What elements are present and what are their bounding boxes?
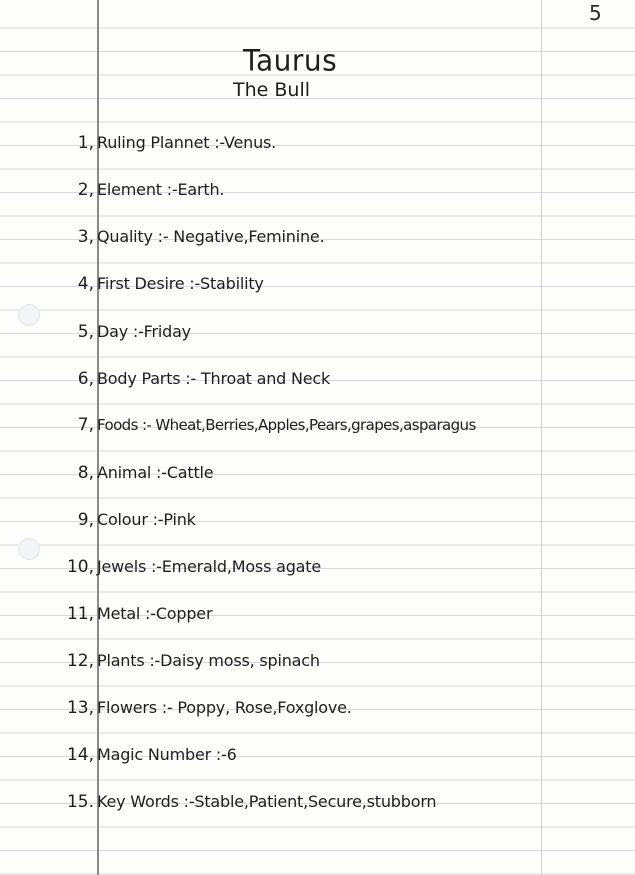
item-text: Magic Number :-6: [97, 745, 237, 764]
item-number: 3,: [77, 227, 94, 247]
item-text: Animal :-Cattle: [97, 463, 214, 482]
list-item: [0, 223, 635, 251]
list-item: [0, 270, 635, 298]
item-text: Ruling Plannet :-Venus.: [97, 133, 277, 152]
item-text: Metal :-Copper: [97, 604, 213, 623]
item-text: Key Words :-Stable,Patient,Secure,stubborn: [97, 792, 437, 811]
list-item: [0, 553, 635, 581]
item-text: Plants :-Daisy moss, spinach: [97, 651, 320, 670]
item-text: Quality :- Negative,Feminine.: [97, 227, 325, 246]
item-number: 4,: [77, 274, 94, 294]
item-text: Element :-Earth.: [97, 180, 225, 199]
page-title: Taurus: [243, 43, 338, 78]
item-number: 14,: [66, 745, 94, 765]
item-text: Jewels :-Emerald,Moss agate: [97, 557, 321, 576]
item-number: 2,: [77, 180, 94, 200]
item-number: 8,: [77, 463, 94, 483]
list-item: [0, 694, 635, 722]
item-number: 9,: [77, 510, 94, 530]
item-text: Flowers :- Poppy, Rose,Foxglove.: [97, 698, 352, 717]
list-item: [0, 411, 635, 439]
list-item: [0, 365, 635, 393]
item-number: 13,: [66, 698, 94, 718]
list-item: [0, 129, 635, 157]
item-number: 12,: [66, 651, 94, 671]
list-item: [0, 318, 635, 346]
list-item: [0, 459, 635, 487]
list-item: [0, 741, 635, 769]
item-number: 6,: [77, 369, 94, 389]
item-number: 7,: [77, 415, 94, 435]
list-item: [0, 647, 635, 675]
item-text: Body Parts :- Throat and Neck: [97, 369, 331, 388]
item-text: Colour :-Pink: [97, 510, 196, 529]
page-number: 5: [589, 1, 602, 25]
item-number: 1,: [77, 133, 94, 153]
list-item: [0, 506, 635, 534]
item-text: Foods :- Wheat,Berries,Apples,Pears,grapes,asparagus: [97, 416, 476, 434]
item-number: 5,: [77, 322, 94, 342]
list-item: [0, 176, 635, 204]
list-item: [0, 600, 635, 628]
item-text: First Desire :-Stability: [97, 274, 264, 293]
page-subtitle: The Bull: [233, 79, 311, 101]
item-number: 10,: [66, 557, 94, 577]
item-text: Day :-Friday: [97, 322, 191, 341]
list-item: [0, 788, 635, 816]
item-number: 15.: [66, 792, 94, 812]
item-number: 11,: [66, 604, 94, 624]
